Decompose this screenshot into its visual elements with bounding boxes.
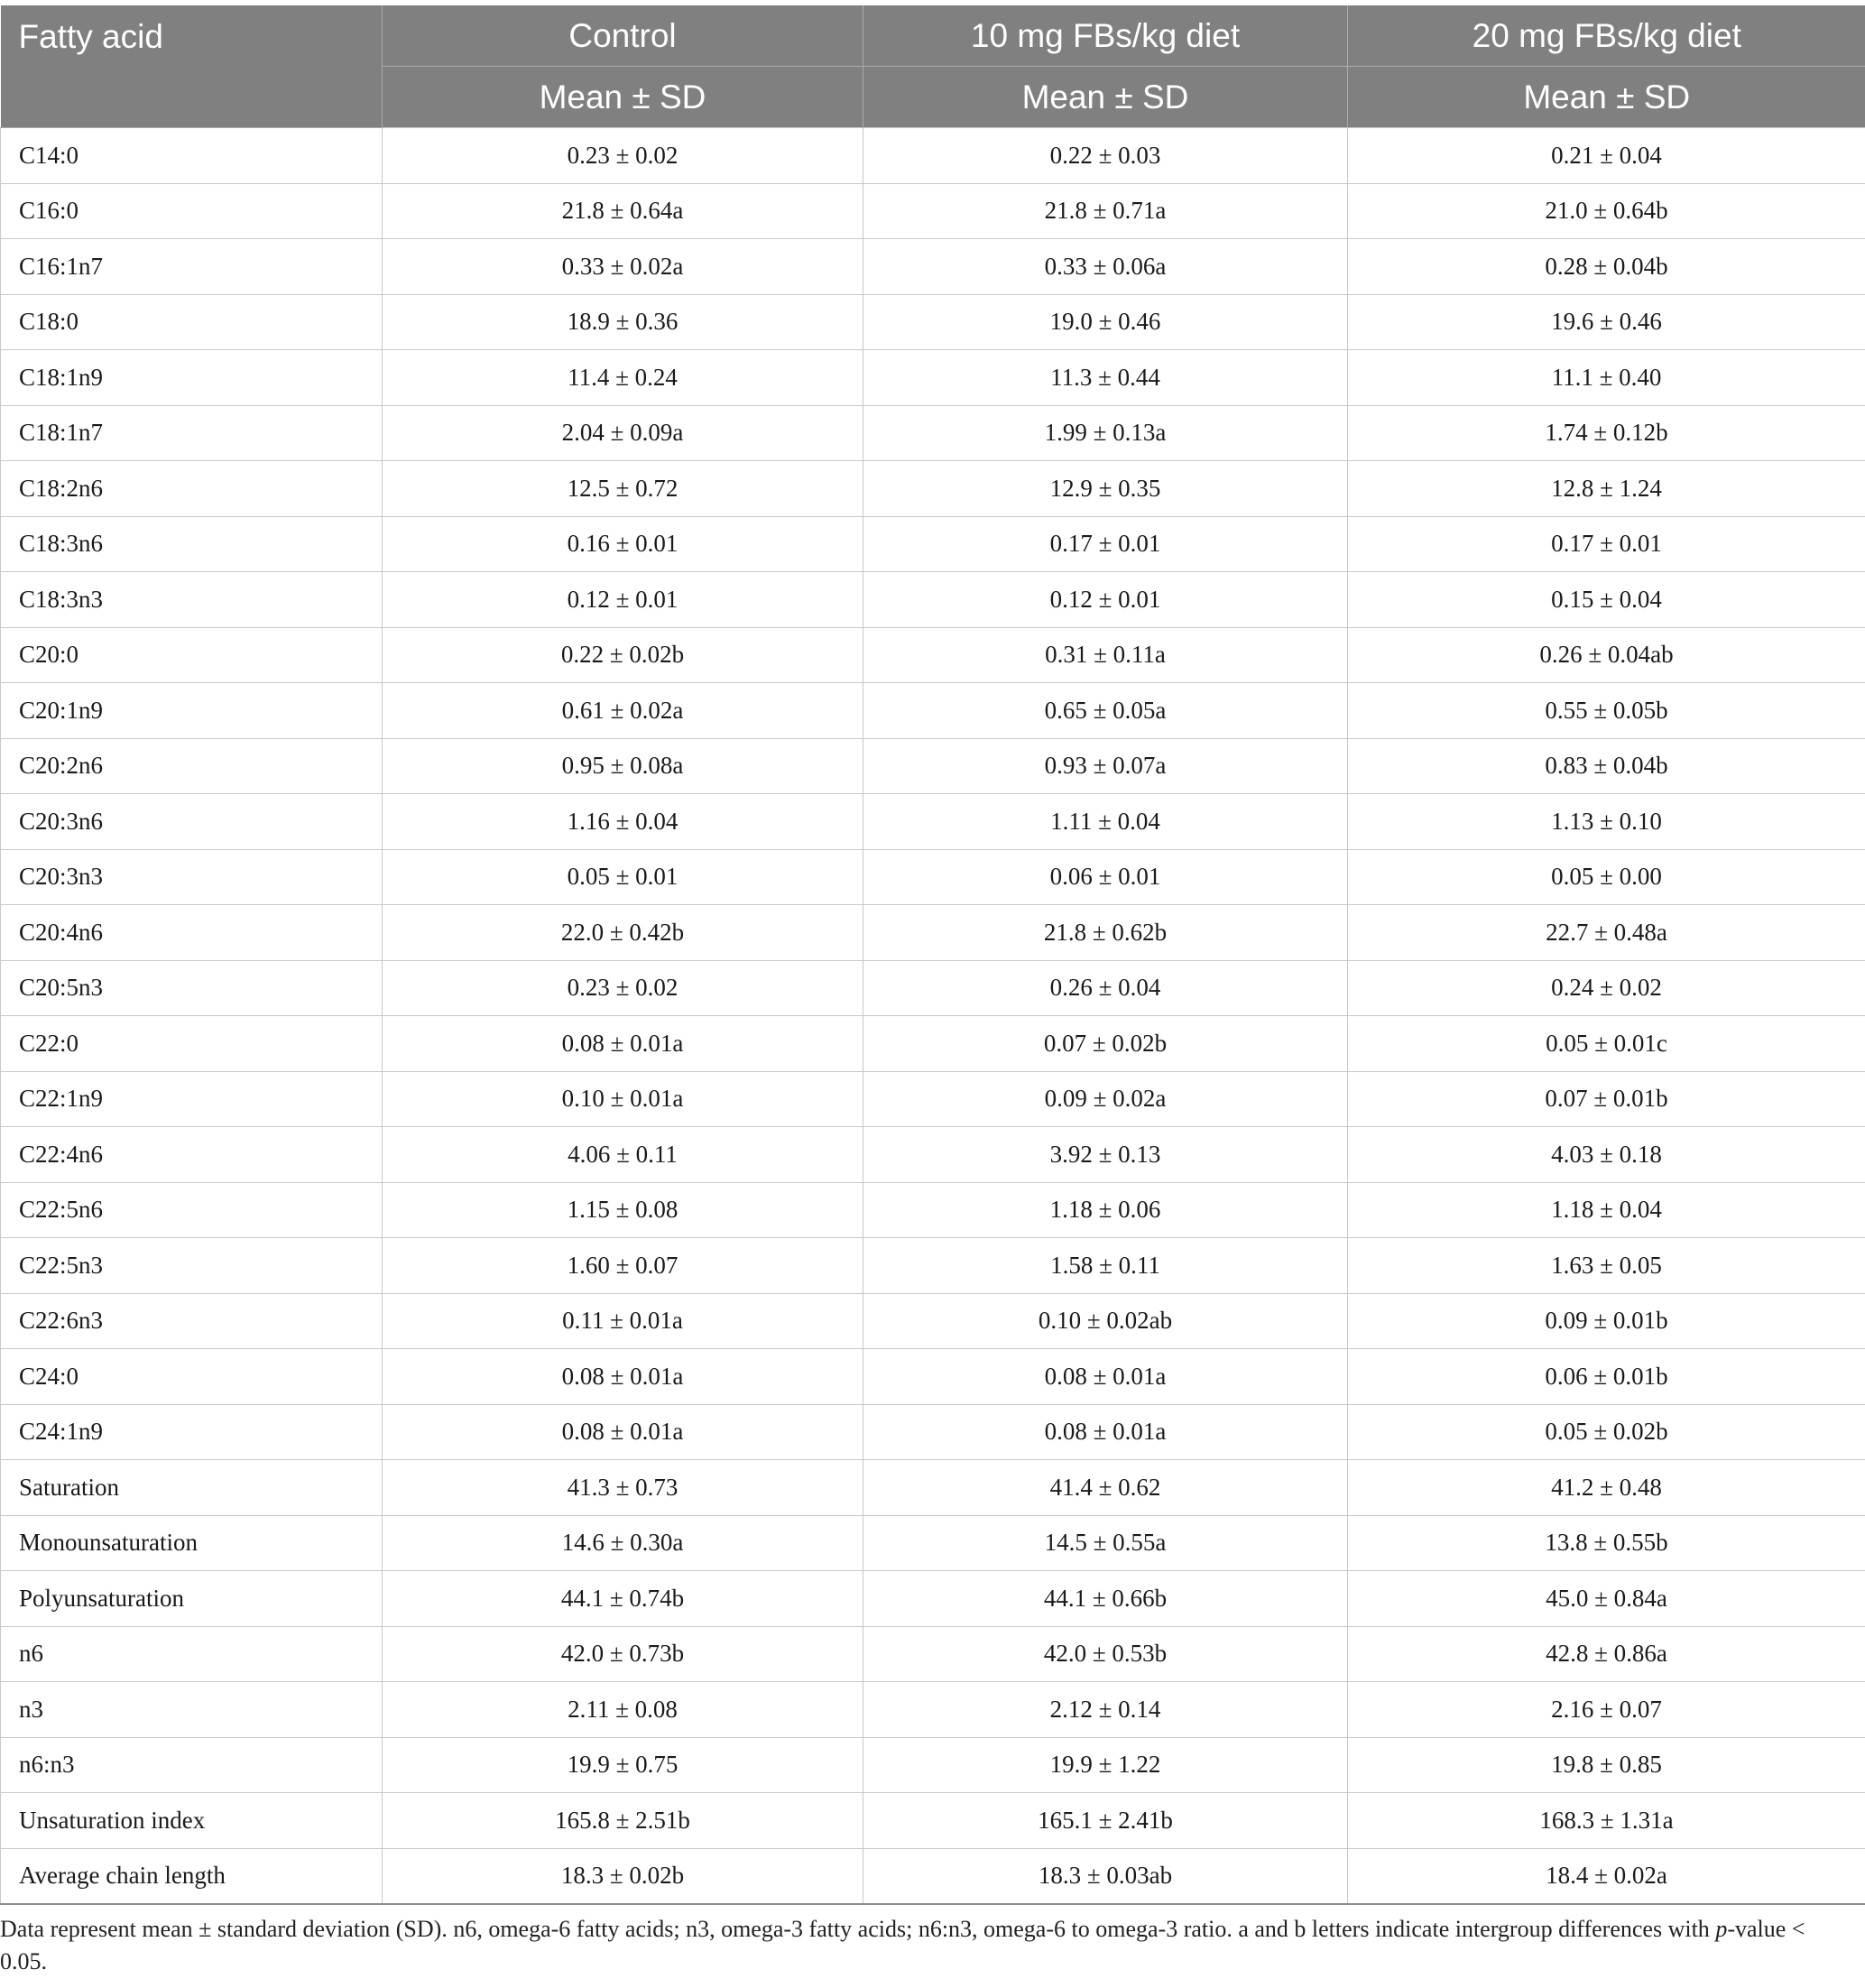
cell-value: 0.55 ± 0.05b <box>1348 683 1865 739</box>
table-row <box>1 1238 1865 1294</box>
row-label: C20:4n6 <box>1 905 383 961</box>
cell-value: 19.6 ± 0.46 <box>1348 294 1865 350</box>
cell-value: 12.9 ± 0.35 <box>863 461 1348 517</box>
table-footnote <box>0 1913 1832 1978</box>
footnote-text-end: -value < 0.05. <box>0 1916 1805 1974</box>
row-label: C20:5n3 <box>1 960 383 1016</box>
cell-value: 0.93 ± 0.07a <box>863 738 1348 794</box>
cell-value: 0.08 ± 0.01a <box>383 1404 863 1460</box>
cell-value: 0.08 ± 0.01a <box>863 1404 1348 1460</box>
table-row <box>1 1571 1865 1627</box>
cell-value: 165.8 ± 2.51b <box>383 1793 863 1849</box>
row-label: C22:0 <box>1 1016 383 1072</box>
table-row <box>1 738 1865 794</box>
table-row <box>1 294 1865 350</box>
cell-value: 21.8 ± 0.62b <box>863 905 1348 961</box>
cell-value: 0.26 ± 0.04ab <box>1348 627 1865 683</box>
cell-value: 11.3 ± 0.44 <box>863 350 1348 406</box>
cell-value: 0.05 ± 0.01c <box>1348 1016 1865 1072</box>
cell-value: 165.1 ± 2.41b <box>863 1793 1348 1849</box>
cell-value: 0.07 ± 0.02b <box>863 1016 1348 1072</box>
cell-value: 2.11 ± 0.08 <box>383 1682 863 1738</box>
cell-value: 4.03 ± 0.18 <box>1348 1127 1865 1183</box>
table-header <box>1 5 1865 128</box>
header-fatty-acid: Fatty acid <box>1 5 383 128</box>
cell-value: 11.1 ± 0.40 <box>1348 350 1865 406</box>
cell-value: 0.23 ± 0.02 <box>383 128 863 184</box>
table-row <box>1 1515 1865 1571</box>
cell-value: 0.10 ± 0.02ab <box>863 1293 1348 1349</box>
cell-value: 2.16 ± 0.07 <box>1348 1682 1865 1738</box>
row-label: C22:5n6 <box>1 1182 383 1238</box>
cell-value: 3.92 ± 0.13 <box>863 1127 1348 1183</box>
cell-value: 0.08 ± 0.01a <box>863 1349 1348 1405</box>
table-row <box>1 128 1865 184</box>
cell-value: 0.11 ± 0.01a <box>383 1293 863 1349</box>
row-label: C20:3n3 <box>1 849 383 905</box>
cell-value: 19.9 ± 1.22 <box>863 1737 1348 1793</box>
row-label: C18:2n6 <box>1 461 383 517</box>
cell-value: 0.22 ± 0.03 <box>863 128 1348 184</box>
table-row <box>1 1848 1865 1904</box>
cell-value: 0.09 ± 0.02a <box>863 1071 1348 1127</box>
cell-value: 42.0 ± 0.53b <box>863 1626 1348 1682</box>
cell-value: 0.23 ± 0.02 <box>383 960 863 1016</box>
cell-value: 19.9 ± 0.75 <box>383 1737 863 1793</box>
row-label: n3 <box>1 1682 383 1738</box>
cell-value: 0.17 ± 0.01 <box>1348 516 1865 572</box>
cell-value: 41.3 ± 0.73 <box>383 1460 863 1516</box>
cell-value: 0.08 ± 0.01a <box>383 1349 863 1405</box>
row-label: C24:0 <box>1 1349 383 1405</box>
cell-value: 21.0 ± 0.64b <box>1348 183 1865 239</box>
cell-value: 22.7 ± 0.48a <box>1348 905 1865 961</box>
row-label: Monounsaturation <box>1 1515 383 1571</box>
table-row <box>1 794 1865 850</box>
row-label: Polyunsaturation <box>1 1571 383 1627</box>
cell-value: 0.05 ± 0.01 <box>383 849 863 905</box>
row-label: Saturation <box>1 1460 383 1516</box>
table-row <box>1 516 1865 572</box>
row-label: C22:1n9 <box>1 1071 383 1127</box>
row-label: C20:3n6 <box>1 794 383 850</box>
table-row <box>1 1182 1865 1238</box>
row-label: C18:3n3 <box>1 572 383 628</box>
table-row <box>1 683 1865 739</box>
cell-value: 42.0 ± 0.73b <box>383 1626 863 1682</box>
cell-value: 1.58 ± 0.11 <box>863 1238 1348 1294</box>
cell-value: 0.06 ± 0.01b <box>1348 1349 1865 1405</box>
table-body <box>1 128 1865 1905</box>
row-label: C18:3n6 <box>1 516 383 572</box>
cell-value: 1.99 ± 0.13a <box>863 405 1348 461</box>
row-label: n6 <box>1 1626 383 1682</box>
cell-value: 18.3 ± 0.03ab <box>863 1848 1348 1904</box>
cell-value: 42.8 ± 0.86a <box>1348 1626 1865 1682</box>
table-row <box>1 405 1865 461</box>
table-row <box>1 1071 1865 1127</box>
table-row <box>1 960 1865 1016</box>
cell-value: 18.3 ± 0.02b <box>383 1848 863 1904</box>
table-row <box>1 1349 1865 1405</box>
cell-value: 0.12 ± 0.01 <box>863 572 1348 628</box>
cell-value: 41.4 ± 0.62 <box>863 1460 1348 1516</box>
cell-value: 168.3 ± 1.31a <box>1348 1793 1865 1849</box>
table-row <box>1 627 1865 683</box>
cell-value: 0.08 ± 0.01a <box>383 1016 863 1072</box>
cell-value: 0.17 ± 0.01 <box>863 516 1348 572</box>
table-row <box>1 350 1865 406</box>
row-label: C18:0 <box>1 294 383 350</box>
row-label: n6:n3 <box>1 1737 383 1793</box>
cell-value: 0.24 ± 0.02 <box>1348 960 1865 1016</box>
cell-value: 0.21 ± 0.04 <box>1348 128 1865 184</box>
cell-value: 41.2 ± 0.48 <box>1348 1460 1865 1516</box>
cell-value: 0.12 ± 0.01 <box>383 572 863 628</box>
row-label: C22:5n3 <box>1 1238 383 1294</box>
cell-value: 19.0 ± 0.46 <box>863 294 1348 350</box>
cell-value: 12.8 ± 1.24 <box>1348 461 1865 517</box>
table-row <box>1 1404 1865 1460</box>
table-row <box>1 1682 1865 1738</box>
cell-value: 11.4 ± 0.24 <box>383 350 863 406</box>
row-label: C16:0 <box>1 183 383 239</box>
table-row <box>1 572 1865 628</box>
cell-value: 0.07 ± 0.01b <box>1348 1071 1865 1127</box>
cell-value: 14.6 ± 0.30a <box>383 1515 863 1571</box>
header-row-groups <box>1 5 1865 67</box>
cell-value: 22.0 ± 0.42b <box>383 905 863 961</box>
cell-value: 0.09 ± 0.01b <box>1348 1293 1865 1349</box>
cell-value: 1.18 ± 0.06 <box>863 1182 1348 1238</box>
header-10mg: 10 mg FBs/kg diet <box>863 5 1348 67</box>
cell-value: 1.18 ± 0.04 <box>1348 1182 1865 1238</box>
cell-value: 0.61 ± 0.02a <box>383 683 863 739</box>
cell-value: 14.5 ± 0.55a <box>863 1515 1348 1571</box>
cell-value: 0.22 ± 0.02b <box>383 627 863 683</box>
row-label: C18:1n7 <box>1 405 383 461</box>
cell-value: 0.06 ± 0.01 <box>863 849 1348 905</box>
table-row <box>1 1016 1865 1072</box>
cell-value: 18.9 ± 0.36 <box>383 294 863 350</box>
subheader-mean-sd: Mean ± SD <box>1348 67 1865 128</box>
cell-value: 1.74 ± 0.12b <box>1348 405 1865 461</box>
table-row <box>1 905 1865 961</box>
cell-value: 0.33 ± 0.06a <box>863 239 1348 295</box>
row-label: C22:6n3 <box>1 1293 383 1349</box>
row-label: Unsaturation index <box>1 1793 383 1849</box>
row-label: C24:1n9 <box>1 1404 383 1460</box>
header-20mg: 20 mg FBs/kg diet <box>1348 5 1865 67</box>
table-row <box>1 849 1865 905</box>
cell-value: 1.60 ± 0.07 <box>383 1238 863 1294</box>
footnote-p-italic: p <box>1715 1916 1728 1942</box>
footnote-text: Data represent mean ± standard deviation (SD). n6, omega-6 fatty acids; n3, omega-3 fatty acids; n6:n3, omega-6 to omega-3 ratio. a and b letters indicate intergroup differences with <box>0 1916 1716 1942</box>
row-label: C18:1n9 <box>1 350 383 406</box>
subheader-mean-sd: Mean ± SD <box>383 67 863 128</box>
fatty-acid-table-container <box>0 5 1865 1905</box>
cell-value: 0.28 ± 0.04b <box>1348 239 1865 295</box>
row-label: Average chain length <box>1 1848 383 1904</box>
fatty-acid-table <box>0 5 1865 1905</box>
cell-value: 0.95 ± 0.08a <box>383 738 863 794</box>
cell-value: 45.0 ± 0.84a <box>1348 1571 1865 1627</box>
row-label: C22:4n6 <box>1 1127 383 1183</box>
table-row <box>1 1737 1865 1793</box>
row-label: C14:0 <box>1 128 383 184</box>
cell-value: 44.1 ± 0.66b <box>863 1571 1348 1627</box>
table-row <box>1 183 1865 239</box>
cell-value: 21.8 ± 0.71a <box>863 183 1348 239</box>
cell-value: 0.10 ± 0.01a <box>383 1071 863 1127</box>
cell-value: 0.31 ± 0.11a <box>863 627 1348 683</box>
cell-value: 1.11 ± 0.04 <box>863 794 1348 850</box>
cell-value: 1.15 ± 0.08 <box>383 1182 863 1238</box>
table-row <box>1 239 1865 295</box>
cell-value: 0.83 ± 0.04b <box>1348 738 1865 794</box>
cell-value: 12.5 ± 0.72 <box>383 461 863 517</box>
table-row <box>1 1293 1865 1349</box>
cell-value: 4.06 ± 0.11 <box>383 1127 863 1183</box>
cell-value: 0.26 ± 0.04 <box>863 960 1348 1016</box>
cell-value: 2.04 ± 0.09a <box>383 405 863 461</box>
row-label: C20:2n6 <box>1 738 383 794</box>
cell-value: 0.16 ± 0.01 <box>383 516 863 572</box>
cell-value: 13.8 ± 0.55b <box>1348 1515 1865 1571</box>
row-label: C16:1n7 <box>1 239 383 295</box>
cell-value: 19.8 ± 0.85 <box>1348 1737 1865 1793</box>
row-label: C20:1n9 <box>1 683 383 739</box>
table-row <box>1 1626 1865 1682</box>
header-control: Control <box>383 5 863 67</box>
cell-value: 1.13 ± 0.10 <box>1348 794 1865 850</box>
cell-value: 1.63 ± 0.05 <box>1348 1238 1865 1294</box>
subheader-mean-sd: Mean ± SD <box>863 67 1348 128</box>
cell-value: 0.05 ± 0.00 <box>1348 849 1865 905</box>
cell-value: 2.12 ± 0.14 <box>863 1682 1348 1738</box>
cell-value: 1.16 ± 0.04 <box>383 794 863 850</box>
cell-value: 0.33 ± 0.02a <box>383 239 863 295</box>
table-row <box>1 1127 1865 1183</box>
row-label: C20:0 <box>1 627 383 683</box>
table-row <box>1 1793 1865 1849</box>
table-row <box>1 1460 1865 1516</box>
table-row <box>1 461 1865 517</box>
cell-value: 21.8 ± 0.64a <box>383 183 863 239</box>
cell-value: 0.05 ± 0.02b <box>1348 1404 1865 1460</box>
cell-value: 18.4 ± 0.02a <box>1348 1848 1865 1904</box>
cell-value: 44.1 ± 0.74b <box>383 1571 863 1627</box>
cell-value: 0.15 ± 0.04 <box>1348 572 1865 628</box>
cell-value: 0.65 ± 0.05a <box>863 683 1348 739</box>
